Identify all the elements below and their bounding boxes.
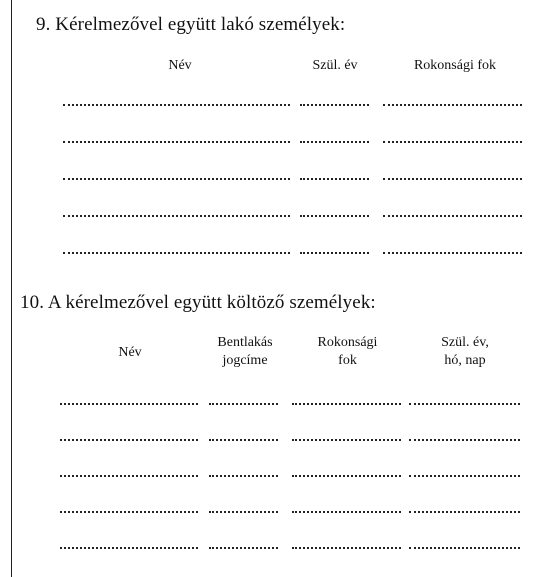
section-10-heading: 10. A kérelmezővel együtt költöző személyek: <box>20 292 376 313</box>
s10-col-birth-date: Szül. év, hó, nap <box>441 335 489 368</box>
s9-row-3-field-3[interactable] <box>383 178 522 180</box>
section-9-heading: 9. Kérelmezővel együtt lakó személyek: <box>36 14 346 35</box>
s9-row-1-field-3[interactable] <box>383 104 522 106</box>
s10-row-1-field-2[interactable] <box>209 403 278 405</box>
s9-row-1-field-1[interactable] <box>63 104 290 106</box>
s9-row-4-field-2[interactable] <box>300 215 369 217</box>
s10-row-3-field-1[interactable] <box>60 475 198 477</box>
s10-row-1-field-4[interactable] <box>409 403 520 405</box>
s9-row-5-field-3[interactable] <box>383 252 522 254</box>
s10-row-2-field-4[interactable] <box>409 439 520 441</box>
s10-row-5-field-4[interactable] <box>409 547 520 549</box>
s9-row-1-field-2[interactable] <box>300 104 369 106</box>
s9-row-2-field-3[interactable] <box>383 141 522 143</box>
s10-col-residence-title: Bentlakás jogcíme <box>217 335 273 368</box>
s10-row-4-field-2[interactable] <box>209 511 278 513</box>
s10-col-relationship: Rokonsági fok <box>317 335 378 368</box>
s9-row-2-field-1[interactable] <box>63 141 290 143</box>
s9-row-2-field-2[interactable] <box>300 141 369 143</box>
s9-col-birth-year: Szül. év <box>312 58 358 73</box>
s9-row-5-field-1[interactable] <box>63 252 290 254</box>
s9-row-4-field-1[interactable] <box>63 215 290 217</box>
left-margin-line <box>11 0 12 577</box>
s9-row-3-field-1[interactable] <box>63 178 290 180</box>
s10-row-3-field-4[interactable] <box>409 475 520 477</box>
s10-row-5-field-1[interactable] <box>60 547 198 549</box>
s10-row-3-field-2[interactable] <box>209 475 278 477</box>
s10-row-1-field-3[interactable] <box>292 403 401 405</box>
s10-row-4-field-1[interactable] <box>60 511 198 513</box>
s10-row-4-field-3[interactable] <box>292 511 401 513</box>
s10-col-name: Név <box>118 345 142 360</box>
s10-row-2-field-3[interactable] <box>292 439 401 441</box>
s9-row-3-field-2[interactable] <box>300 178 369 180</box>
s9-row-4-field-3[interactable] <box>383 215 522 217</box>
s10-row-2-field-1[interactable] <box>60 439 198 441</box>
s10-row-3-field-3[interactable] <box>292 475 401 477</box>
s10-row-1-field-1[interactable] <box>60 403 198 405</box>
s9-col-name: Név <box>168 58 192 73</box>
s10-row-5-field-3[interactable] <box>292 547 401 549</box>
s9-col-relationship: Rokonsági fok <box>413 58 497 73</box>
s10-row-2-field-2[interactable] <box>209 439 278 441</box>
s10-row-4-field-4[interactable] <box>409 511 520 513</box>
s10-row-5-field-2[interactable] <box>209 547 278 549</box>
s9-row-5-field-2[interactable] <box>300 252 369 254</box>
